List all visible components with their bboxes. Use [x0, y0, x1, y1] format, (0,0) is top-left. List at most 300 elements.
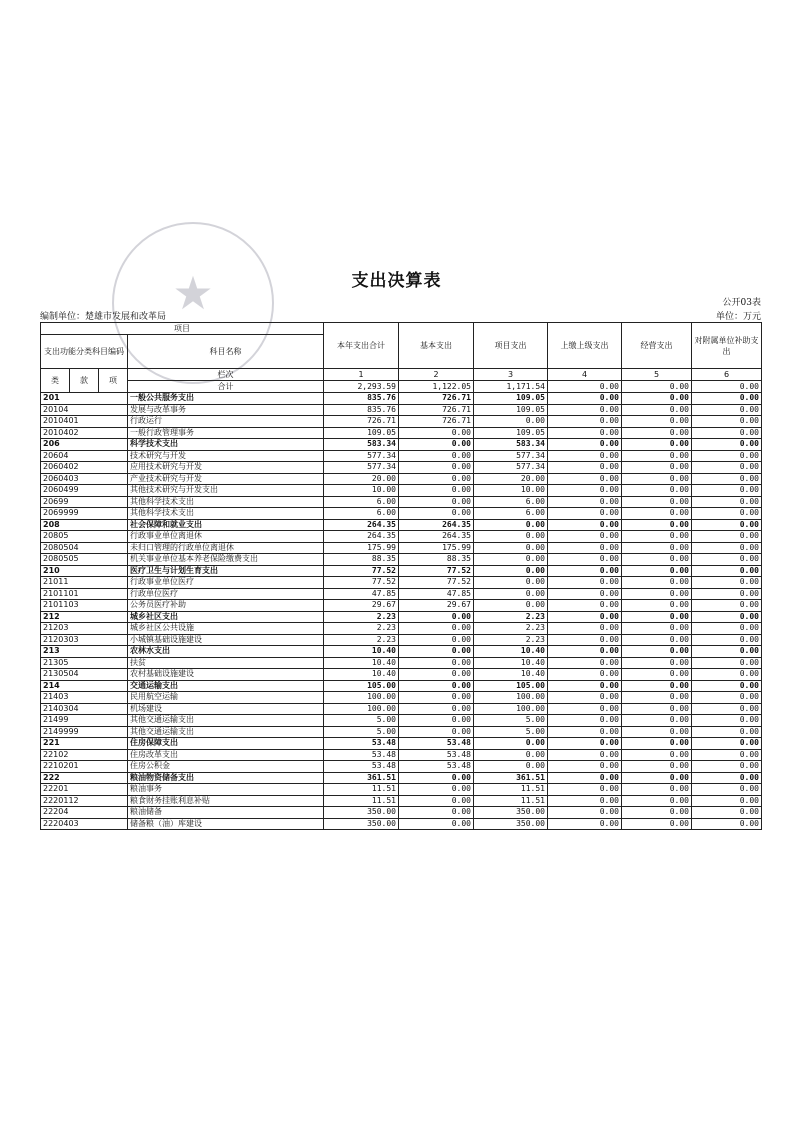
table-row — [41, 393, 762, 405]
row-value: 264.35 — [399, 519, 474, 531]
table-row — [41, 577, 762, 589]
row-value: 10.00 — [474, 485, 548, 497]
row-value: 0.00 — [399, 703, 474, 715]
row-name: 粮油储备 — [128, 807, 324, 819]
row-value: 0.00 — [548, 703, 622, 715]
row-value: 77.52 — [324, 577, 399, 589]
row-value: 0.00 — [622, 485, 692, 497]
row-value: 264.35 — [324, 519, 399, 531]
row-value: 0.00 — [622, 473, 692, 485]
row-value: 0.00 — [622, 416, 692, 428]
table-row — [41, 531, 762, 543]
row-name: 住房保障支出 — [128, 738, 324, 750]
row-value: 0.00 — [548, 588, 622, 600]
row-name: 扶贫 — [128, 657, 324, 669]
row-value: 0.00 — [548, 416, 622, 428]
form-code: 公开03表 — [722, 298, 761, 308]
row-code: 2101101 — [41, 588, 128, 600]
row-value: 0.00 — [548, 726, 622, 738]
row-value: 0.00 — [548, 807, 622, 819]
row-value: 0.00 — [622, 646, 692, 658]
row-value: 0.00 — [399, 611, 474, 623]
row-value: 47.85 — [399, 588, 474, 600]
row-value: 0.00 — [692, 473, 762, 485]
row-value: 583.34 — [324, 439, 399, 451]
table-row — [41, 600, 762, 612]
row-value: 0.00 — [622, 749, 692, 761]
row-value: 5.00 — [474, 726, 548, 738]
row-code: 21203 — [41, 623, 128, 635]
table-row — [41, 450, 762, 462]
row-value: 0.00 — [692, 795, 762, 807]
row-name: 行政运行 — [128, 416, 324, 428]
row-name: 粮油物资储备支出 — [128, 772, 324, 784]
row-value: 0.00 — [548, 565, 622, 577]
row-value: 2.23 — [474, 623, 548, 635]
table-row — [41, 473, 762, 485]
row-value: 105.00 — [474, 680, 548, 692]
row-code: 20805 — [41, 531, 128, 543]
row-value: 0.00 — [548, 738, 622, 750]
row-name: 机场建设 — [128, 703, 324, 715]
table-row — [41, 404, 762, 416]
row-value: 0.00 — [548, 508, 622, 520]
row-value: 11.51 — [324, 795, 399, 807]
row-value: 0.00 — [692, 623, 762, 635]
row-value: 0.00 — [474, 738, 548, 750]
row-name: 民用航空运输 — [128, 692, 324, 704]
row-code: 21403 — [41, 692, 128, 704]
total-value: 1,122.05 — [399, 381, 474, 393]
row-value: 77.52 — [324, 565, 399, 577]
row-value: 0.00 — [692, 462, 762, 474]
row-name: 其他技术研究与开发支出 — [128, 485, 324, 497]
row-value: 0.00 — [399, 623, 474, 635]
row-value: 10.40 — [474, 646, 548, 658]
row-value: 726.71 — [399, 393, 474, 405]
row-value: 0.00 — [474, 554, 548, 566]
header-n2: 2 — [399, 369, 474, 381]
row-name: 社会保障和就业支出 — [128, 519, 324, 531]
row-value: 0.00 — [622, 807, 692, 819]
header-n4: 4 — [548, 369, 622, 381]
header-lanci: 栏次 — [128, 369, 324, 381]
seal-star-icon: ★ — [172, 266, 214, 320]
row-value: 0.00 — [622, 623, 692, 635]
row-value: 105.00 — [324, 680, 399, 692]
row-name: 产业技术研究与开发 — [128, 473, 324, 485]
row-value: 5.00 — [324, 715, 399, 727]
row-value: 0.00 — [622, 726, 692, 738]
table-row — [41, 554, 762, 566]
row-value: 0.00 — [692, 577, 762, 589]
row-value: 0.00 — [622, 600, 692, 612]
row-value: 0.00 — [399, 795, 474, 807]
row-value: 175.99 — [324, 542, 399, 554]
row-code: 21305 — [41, 657, 128, 669]
row-code: 208 — [41, 519, 128, 531]
row-value: 0.00 — [548, 600, 622, 612]
row-value: 100.00 — [324, 703, 399, 715]
row-value: 53.48 — [324, 761, 399, 773]
row-value: 0.00 — [622, 393, 692, 405]
row-value: 0.00 — [399, 807, 474, 819]
row-value: 0.00 — [622, 565, 692, 577]
row-code: 2010401 — [41, 416, 128, 428]
row-value: 175.99 — [399, 542, 474, 554]
row-value: 0.00 — [399, 485, 474, 497]
table-row — [41, 519, 762, 531]
row-name: 小城镇基础设施建设 — [128, 634, 324, 646]
row-value: 10.40 — [324, 657, 399, 669]
row-value: 0.00 — [548, 818, 622, 830]
header-col-total: 本年支出合计 — [324, 323, 399, 369]
row-value: 0.00 — [622, 680, 692, 692]
row-name: 储备粮（油）库建设 — [128, 818, 324, 830]
row-name: 应用技术研究与开发 — [128, 462, 324, 474]
row-value: 0.00 — [692, 807, 762, 819]
header-kuan: 款 — [70, 369, 99, 393]
row-name: 技术研究与开发 — [128, 450, 324, 462]
row-value: 10.40 — [474, 657, 548, 669]
row-code: 2069999 — [41, 508, 128, 520]
row-value: 0.00 — [622, 784, 692, 796]
row-code: 22201 — [41, 784, 128, 796]
row-name: 城乡社区支出 — [128, 611, 324, 623]
row-value: 2.23 — [324, 623, 399, 635]
row-value: 350.00 — [324, 807, 399, 819]
table-row — [41, 508, 762, 520]
row-value: 726.71 — [324, 416, 399, 428]
row-value: 0.00 — [622, 404, 692, 416]
row-name: 未归口管理的行政单位离退休 — [128, 542, 324, 554]
row-value: 0.00 — [474, 761, 548, 773]
row-code: 212 — [41, 611, 128, 623]
header-n1: 1 — [324, 369, 399, 381]
compiling-unit: 编制单位：楚雄市发展和改革局 — [40, 312, 167, 322]
row-code: 222 — [41, 772, 128, 784]
row-value: 350.00 — [324, 818, 399, 830]
row-name: 交通运输支出 — [128, 680, 324, 692]
row-value: 0.00 — [548, 473, 622, 485]
row-value: 0.00 — [399, 496, 474, 508]
table-row — [41, 772, 762, 784]
row-code: 2210201 — [41, 761, 128, 773]
row-value: 20.00 — [324, 473, 399, 485]
row-name: 其他交通运输支出 — [128, 726, 324, 738]
row-value: 0.00 — [399, 634, 474, 646]
row-code: 214 — [41, 680, 128, 692]
header-col-subsidy: 对附属单位补助支出 — [692, 323, 762, 369]
table-row — [41, 692, 762, 704]
row-value: 0.00 — [622, 508, 692, 520]
row-value: 0.00 — [548, 646, 622, 658]
header-code-title: 支出功能分类科目编码 — [41, 335, 128, 369]
table-row — [41, 485, 762, 497]
row-value: 0.00 — [548, 427, 622, 439]
row-code: 2149999 — [41, 726, 128, 738]
row-name: 住房公积金 — [128, 761, 324, 773]
row-value: 0.00 — [399, 508, 474, 520]
row-value: 0.00 — [692, 611, 762, 623]
row-name: 行政事业单位离退休 — [128, 531, 324, 543]
row-value: 0.00 — [692, 680, 762, 692]
row-value: 0.00 — [692, 519, 762, 531]
row-value: 0.00 — [399, 715, 474, 727]
row-value: 350.00 — [474, 818, 548, 830]
row-code: 2130504 — [41, 669, 128, 681]
row-value: 0.00 — [692, 738, 762, 750]
total-value: 0.00 — [622, 381, 692, 393]
table-row — [41, 634, 762, 646]
row-value: 0.00 — [622, 496, 692, 508]
table-row — [41, 588, 762, 600]
row-value: 0.00 — [692, 646, 762, 658]
row-value: 88.35 — [399, 554, 474, 566]
row-value: 0.00 — [692, 715, 762, 727]
row-value: 0.00 — [548, 657, 622, 669]
row-value: 109.05 — [324, 427, 399, 439]
row-code: 210 — [41, 565, 128, 577]
table-row — [41, 795, 762, 807]
row-value: 0.00 — [622, 519, 692, 531]
row-code: 21499 — [41, 715, 128, 727]
row-value: 0.00 — [692, 485, 762, 497]
row-value: 47.85 — [324, 588, 399, 600]
total-value: 1,171.54 — [474, 381, 548, 393]
row-value: 0.00 — [399, 657, 474, 669]
row-value: 2.23 — [474, 611, 548, 623]
row-value: 20.00 — [474, 473, 548, 485]
row-value: 0.00 — [692, 669, 762, 681]
row-value: 0.00 — [692, 784, 762, 796]
row-value: 0.00 — [548, 393, 622, 405]
row-value: 0.00 — [622, 795, 692, 807]
row-code: 2140304 — [41, 703, 128, 715]
table-row — [41, 680, 762, 692]
row-name: 农林水支出 — [128, 646, 324, 658]
row-value: 0.00 — [474, 416, 548, 428]
header-xiang: 项 — [99, 369, 128, 393]
row-name: 机关事业单位基本养老保险缴费支出 — [128, 554, 324, 566]
row-value: 77.52 — [399, 577, 474, 589]
table-row — [41, 462, 762, 474]
row-value: 0.00 — [622, 715, 692, 727]
total-label: 合计 — [128, 381, 324, 393]
row-value: 835.76 — [324, 393, 399, 405]
row-name: 住房改革支出 — [128, 749, 324, 761]
row-value: 2.23 — [324, 611, 399, 623]
table-row — [41, 749, 762, 761]
row-value: 835.76 — [324, 404, 399, 416]
row-value: 0.00 — [692, 542, 762, 554]
row-value: 0.00 — [399, 680, 474, 692]
row-value: 0.00 — [692, 427, 762, 439]
row-value: 0.00 — [399, 473, 474, 485]
header-col-business: 经营支出 — [622, 323, 692, 369]
row-value: 53.48 — [324, 738, 399, 750]
row-value: 0.00 — [692, 761, 762, 773]
row-code: 22204 — [41, 807, 128, 819]
row-code: 201 — [41, 393, 128, 405]
row-value: 0.00 — [399, 726, 474, 738]
row-value: 0.00 — [399, 784, 474, 796]
row-value: 0.00 — [692, 439, 762, 451]
table-row — [41, 439, 762, 451]
row-value: 0.00 — [548, 611, 622, 623]
row-value: 0.00 — [692, 657, 762, 669]
row-code: 2080504 — [41, 542, 128, 554]
row-code: 2220112 — [41, 795, 128, 807]
table-row — [41, 657, 762, 669]
row-value: 0.00 — [399, 818, 474, 830]
row-value: 100.00 — [474, 703, 548, 715]
row-value: 350.00 — [474, 807, 548, 819]
row-value: 0.00 — [622, 818, 692, 830]
table-row — [41, 542, 762, 554]
table-row — [41, 669, 762, 681]
row-value: 0.00 — [692, 692, 762, 704]
row-value: 0.00 — [622, 462, 692, 474]
row-value: 0.00 — [622, 703, 692, 715]
row-value: 0.00 — [692, 818, 762, 830]
total-value: 0.00 — [548, 381, 622, 393]
row-value: 0.00 — [548, 462, 622, 474]
table-row — [41, 784, 762, 796]
header-n6: 6 — [692, 369, 762, 381]
table-row — [41, 565, 762, 577]
row-name: 行政事业单位医疗 — [128, 577, 324, 589]
row-name: 农村基础设施建设 — [128, 669, 324, 681]
row-value: 0.00 — [622, 554, 692, 566]
row-code: 2010402 — [41, 427, 128, 439]
row-value: 11.51 — [324, 784, 399, 796]
row-value: 0.00 — [548, 784, 622, 796]
row-code: 20104 — [41, 404, 128, 416]
row-value: 0.00 — [548, 795, 622, 807]
row-value: 0.00 — [548, 485, 622, 497]
row-code: 2060499 — [41, 485, 128, 497]
row-value: 0.00 — [548, 634, 622, 646]
row-value: 0.00 — [622, 542, 692, 554]
row-value: 2.23 — [474, 634, 548, 646]
row-value: 0.00 — [692, 554, 762, 566]
row-value: 5.00 — [324, 726, 399, 738]
table-row — [41, 703, 762, 715]
row-value: 0.00 — [622, 577, 692, 589]
row-value: 0.00 — [548, 519, 622, 531]
row-name: 城乡社区公共设施 — [128, 623, 324, 635]
row-value: 0.00 — [622, 738, 692, 750]
row-value: 0.00 — [474, 588, 548, 600]
row-code: 22102 — [41, 749, 128, 761]
row-value: 0.00 — [692, 393, 762, 405]
row-value: 361.51 — [474, 772, 548, 784]
row-value: 0.00 — [692, 726, 762, 738]
row-code: 2120303 — [41, 634, 128, 646]
row-value: 264.35 — [399, 531, 474, 543]
row-value: 6.00 — [474, 496, 548, 508]
row-value: 577.34 — [474, 462, 548, 474]
row-value: 0.00 — [399, 439, 474, 451]
table-row — [41, 496, 762, 508]
row-name: 一般公共服务支出 — [128, 393, 324, 405]
header-col-project: 项目支出 — [474, 323, 548, 369]
row-value: 0.00 — [692, 703, 762, 715]
table-row — [41, 416, 762, 428]
row-value: 583.34 — [474, 439, 548, 451]
row-value: 0.00 — [692, 496, 762, 508]
header-col-basic: 基本支出 — [399, 323, 474, 369]
row-value: 0.00 — [692, 565, 762, 577]
row-value: 10.00 — [324, 485, 399, 497]
row-value: 264.35 — [324, 531, 399, 543]
row-value: 0.00 — [399, 450, 474, 462]
row-value: 53.48 — [399, 738, 474, 750]
row-value: 0.00 — [548, 669, 622, 681]
row-code: 2101103 — [41, 600, 128, 612]
row-value: 0.00 — [622, 692, 692, 704]
expenditure-table — [40, 322, 762, 830]
row-code: 20699 — [41, 496, 128, 508]
row-value: 0.00 — [474, 749, 548, 761]
row-value: 0.00 — [474, 531, 548, 543]
row-code: 2060402 — [41, 462, 128, 474]
header-name-title: 科目名称 — [128, 335, 324, 369]
row-value: 0.00 — [692, 749, 762, 761]
header-col-upper: 上缴上级支出 — [548, 323, 622, 369]
row-value: 109.05 — [474, 427, 548, 439]
row-value: 100.00 — [474, 692, 548, 704]
row-value: 0.00 — [474, 577, 548, 589]
row-value: 29.67 — [324, 600, 399, 612]
row-value: 10.40 — [474, 669, 548, 681]
row-value: 0.00 — [399, 692, 474, 704]
row-value: 53.48 — [324, 749, 399, 761]
table-row — [41, 807, 762, 819]
table-row — [41, 611, 762, 623]
row-value: 0.00 — [548, 680, 622, 692]
header-lei: 类 — [41, 369, 70, 393]
row-value: 0.00 — [692, 450, 762, 462]
row-value: 29.67 — [399, 600, 474, 612]
row-value: 77.52 — [399, 565, 474, 577]
row-code: 20604 — [41, 450, 128, 462]
row-value: 0.00 — [548, 542, 622, 554]
row-name: 其他科学技术支出 — [128, 496, 324, 508]
row-value: 11.51 — [474, 784, 548, 796]
row-value: 0.00 — [548, 439, 622, 451]
row-name: 其他交通运输支出 — [128, 715, 324, 727]
row-value: 0.00 — [692, 600, 762, 612]
row-value: 361.51 — [324, 772, 399, 784]
row-value: 109.05 — [474, 404, 548, 416]
row-value: 0.00 — [622, 588, 692, 600]
row-name: 医疗卫生与计划生育支出 — [128, 565, 324, 577]
row-value: 0.00 — [622, 669, 692, 681]
row-value: 0.00 — [548, 554, 622, 566]
row-value: 577.34 — [474, 450, 548, 462]
row-value: 88.35 — [324, 554, 399, 566]
table-row — [41, 715, 762, 727]
row-value: 10.40 — [324, 646, 399, 658]
row-value: 0.00 — [548, 749, 622, 761]
row-value: 0.00 — [474, 542, 548, 554]
row-code: 21011 — [41, 577, 128, 589]
row-value: 0.00 — [622, 761, 692, 773]
row-name: 公务员医疗补助 — [128, 600, 324, 612]
row-value: 6.00 — [324, 496, 399, 508]
